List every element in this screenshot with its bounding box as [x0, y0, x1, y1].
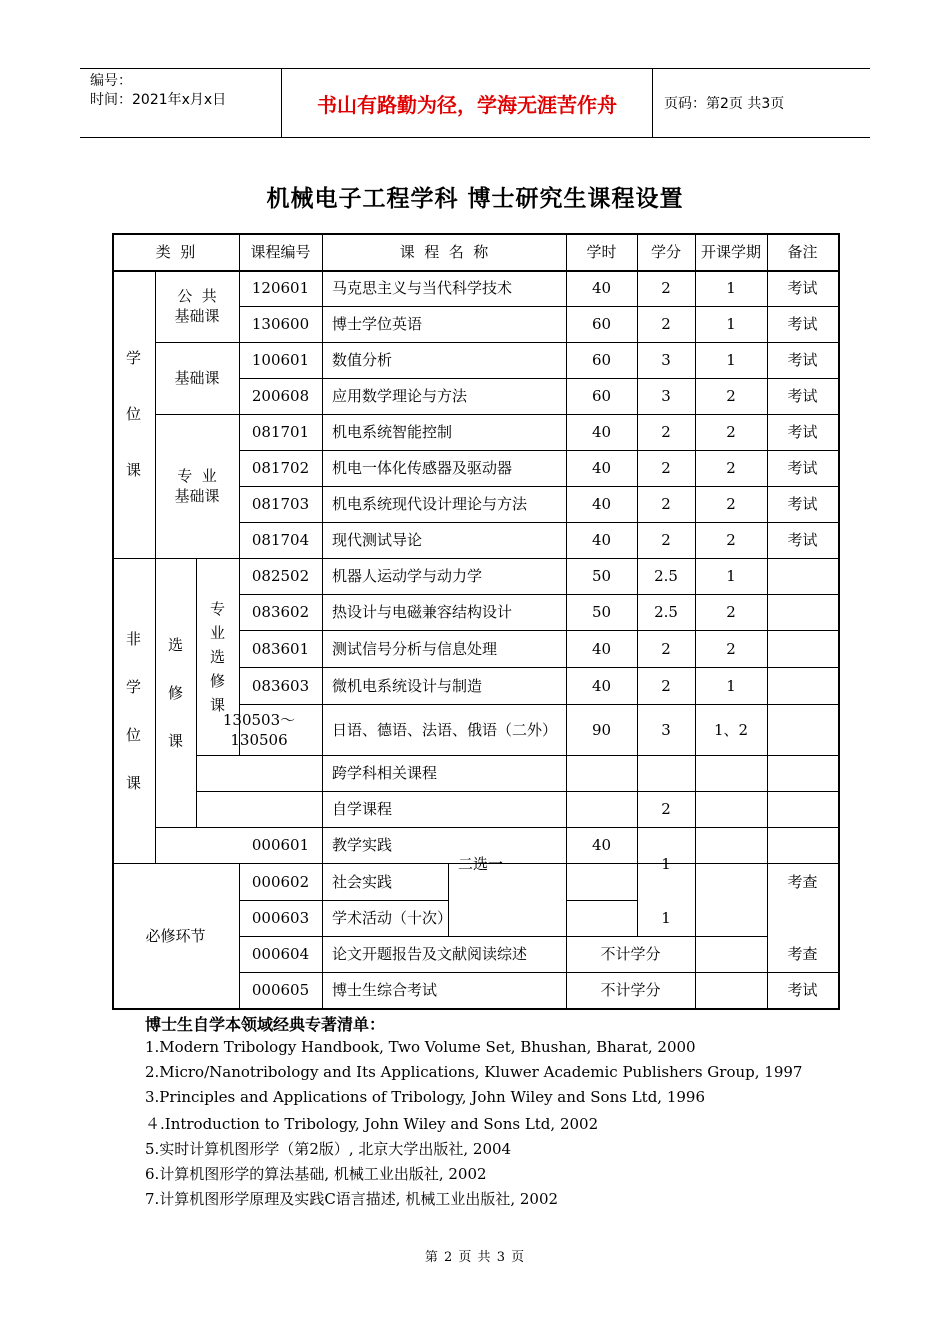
course-name: 现代测试导论 [332, 531, 423, 549]
course-code: 120601 [251, 279, 310, 297]
course-code: 130600 [251, 315, 310, 333]
course-hours: 50 [591, 603, 612, 621]
course-term: 2 [726, 387, 736, 405]
course-code: 081701 [251, 423, 310, 441]
required-name: 论文开题报告及文献阅读综述 [332, 945, 528, 963]
course-credit: 2.5 [654, 567, 678, 585]
course-name: 日语、德语、法语、俄语（二外） [332, 720, 558, 739]
course-term: 2 [726, 603, 736, 621]
required-name: 学术活动（十次） [332, 909, 453, 927]
required-code: 000602 [251, 872, 310, 891]
course-note: 考试 [787, 387, 818, 405]
course-hours: 50 [591, 567, 612, 585]
course-hours: 40 [591, 423, 612, 441]
course-term: 2 [726, 423, 736, 441]
table-v-line [838, 233, 840, 1010]
required-code: 000605 [251, 981, 310, 999]
course-code: 100601 [251, 351, 310, 369]
exam-note: 考试 [787, 981, 818, 999]
no-credit-label: 不计学分 [600, 945, 661, 963]
course-name: 数值分析 [332, 351, 393, 369]
course-hours: 90 [591, 720, 612, 739]
course-credit: 2 [661, 531, 671, 549]
course-name: 机器人运动学与动力学 [332, 567, 483, 585]
required-note-check: 考查 [787, 872, 818, 891]
column-header: 备注 [787, 242, 818, 261]
course-credit: 3 [661, 720, 671, 739]
course-name: 微机电系统设计与制造 [332, 676, 483, 695]
time-label: 时间：2021年x月x日 [90, 92, 227, 108]
course-name: 马克思主义与当代科学技术 [332, 279, 513, 297]
course-code: 200608 [251, 387, 310, 405]
course-name: 机电系统现代设计理论与方法 [332, 495, 528, 513]
course-code: 082502 [251, 567, 310, 585]
course-hours: 40 [591, 495, 612, 513]
course-hours [566, 791, 637, 827]
course-code: 130503～ 130506 [222, 710, 296, 749]
reading-list-item: ４.Introduction to Tribology, John Wiley and Sons Ltd, 2002 [145, 1115, 599, 1133]
course-name: 测试信号分析与信息处理 [332, 639, 498, 658]
table-h-line [239, 1008, 767, 1009]
column-header: 课程编号 [250, 242, 311, 261]
page-number-label: 页码：第2页 共3页 [664, 96, 785, 112]
course-name: 机电系统智能控制 [332, 423, 453, 441]
course-note [767, 791, 838, 827]
course-credit: 2 [661, 315, 671, 333]
course-note [767, 630, 838, 667]
course-credit: 2 [661, 800, 671, 818]
course-note [767, 667, 838, 704]
course-hours: 40 [591, 279, 612, 297]
course-note: 考试 [787, 459, 818, 477]
course-note: 考试 [787, 495, 818, 513]
required-code: 000601 [251, 836, 310, 854]
course-credit: 2 [661, 676, 671, 695]
course-name: 应用数学理论与方法 [332, 387, 468, 405]
course-term: 1 [726, 315, 736, 333]
group-major-basic: 专 业 基础课 [174, 467, 220, 505]
course-note [767, 558, 838, 594]
header-motto: 书山有路勤为径，学海无涯苦作舟 [282, 69, 653, 137]
course-note: 考试 [787, 279, 818, 297]
reading-list-item: 5.实时计算机图形学（第2版）, 北京大学出版社, 2004 [145, 1140, 512, 1158]
course-term [695, 791, 767, 827]
page-title: 机械电子工程学科 博士研究生课程设置 [266, 186, 684, 212]
course-term: 1、2 [713, 720, 749, 739]
course-note: 考试 [787, 351, 818, 369]
no-credit-label: 不计学分 [600, 981, 661, 999]
required-name: 博士生综合考试 [332, 981, 438, 999]
course-code: 083602 [251, 603, 310, 621]
practice-credit: 1 [661, 854, 671, 873]
course-hours: 40 [591, 676, 612, 695]
course-term: 2 [726, 639, 736, 658]
course-credit: 2 [661, 459, 671, 477]
group-required: 必修环节 [145, 926, 206, 945]
reading-list-title: 博士生自学本领域经典专著清单： [145, 1015, 386, 1034]
course-hours: 60 [591, 387, 612, 405]
course-credit: 2 [661, 639, 671, 658]
reading-list-item: 7.计算机图形学原理及实践C语言描述, 机械工业出版社, 2002 [145, 1190, 559, 1208]
course-term: 2 [726, 531, 736, 549]
column-header: 学分 [650, 242, 681, 261]
course-note: 考试 [787, 315, 818, 333]
reading-list-item: 3.Principles and Applications of Tribology, John Wiley and Sons Ltd, 1996 [145, 1088, 706, 1106]
group-major-elective: 专 业 选 修 课 [209, 599, 225, 714]
reading-list-item: 2.Micro/Nanotribology and Its Applications, Kluwer Academic Publishers Group, 1997 [145, 1063, 803, 1081]
choose-one-label: 二选一 [458, 854, 504, 873]
course-hours: 40 [591, 459, 612, 477]
page-footer: 第 2 页 共 3 页 [424, 1250, 526, 1265]
table-h-line [566, 900, 637, 901]
report-note-check: 考查 [787, 945, 818, 963]
course-name: 机电一体化传感器及驱动器 [332, 459, 513, 477]
course-term [695, 755, 767, 791]
course-code: 083601 [251, 639, 310, 658]
course-name: 热设计与电磁兼容结构设计 [332, 603, 513, 621]
practice-hours: 40 [591, 836, 612, 854]
course-hours: 40 [591, 639, 612, 658]
course-term: 2 [726, 459, 736, 477]
group-elective: 选 修 课 [167, 635, 183, 750]
course-note [767, 594, 838, 630]
course-code: 081702 [251, 459, 310, 477]
course-name: 跨学科相关课程 [332, 764, 438, 782]
course-term: 1 [726, 676, 736, 695]
course-credit: 2 [661, 423, 671, 441]
group-basic: 基础课 [174, 369, 220, 387]
column-header: 类 别 [155, 242, 196, 261]
course-note [767, 704, 838, 755]
required-code: 000603 [251, 909, 310, 927]
course-term: 1 [726, 351, 736, 369]
course-code: 083603 [251, 676, 310, 695]
group-public-basic: 公 共 基础课 [174, 287, 220, 325]
column-header: 开课学期 [700, 242, 761, 261]
course-credit: 2 [661, 495, 671, 513]
number-label: 编号： [90, 73, 132, 89]
course-credit: 3 [661, 351, 671, 369]
course-credit: 3 [661, 387, 671, 405]
reading-list-item: 6.计算机图形学的算法基础, 机械工业出版社, 2002 [145, 1165, 487, 1183]
course-hours: 60 [591, 351, 612, 369]
course-term: 1 [726, 567, 736, 585]
reading-list-item: 1.Modern Tribology Handbook, Two Volume Set, Bhushan, Bharat, 2000 [145, 1038, 696, 1056]
course-credit: 2.5 [654, 603, 678, 621]
group-non-degree-courses: 非 学 位 课 [125, 629, 141, 792]
course-term: 2 [726, 495, 736, 513]
course-note [767, 755, 838, 791]
activity-credit: 1 [661, 909, 671, 927]
course-credit: 2 [661, 279, 671, 297]
course-name: 自学课程 [332, 800, 393, 818]
group-degree-courses: 学 位 课 [125, 349, 141, 479]
required-code: 000604 [251, 945, 310, 963]
required-name: 教学实践 [332, 836, 393, 854]
course-credit [637, 755, 695, 791]
column-header: 课 程 名 称 [399, 242, 489, 261]
column-header: 学时 [586, 242, 617, 261]
course-name: 博士学位英语 [332, 315, 423, 333]
course-hours: 40 [591, 531, 612, 549]
required-name: 社会实践 [332, 872, 393, 891]
course-hours: 60 [591, 315, 612, 333]
course-term: 1 [726, 279, 736, 297]
course-code: 081703 [251, 495, 310, 513]
course-code: 081704 [251, 531, 310, 549]
course-hours [566, 755, 637, 791]
course-note: 考试 [787, 531, 818, 549]
course-note: 考试 [787, 423, 818, 441]
